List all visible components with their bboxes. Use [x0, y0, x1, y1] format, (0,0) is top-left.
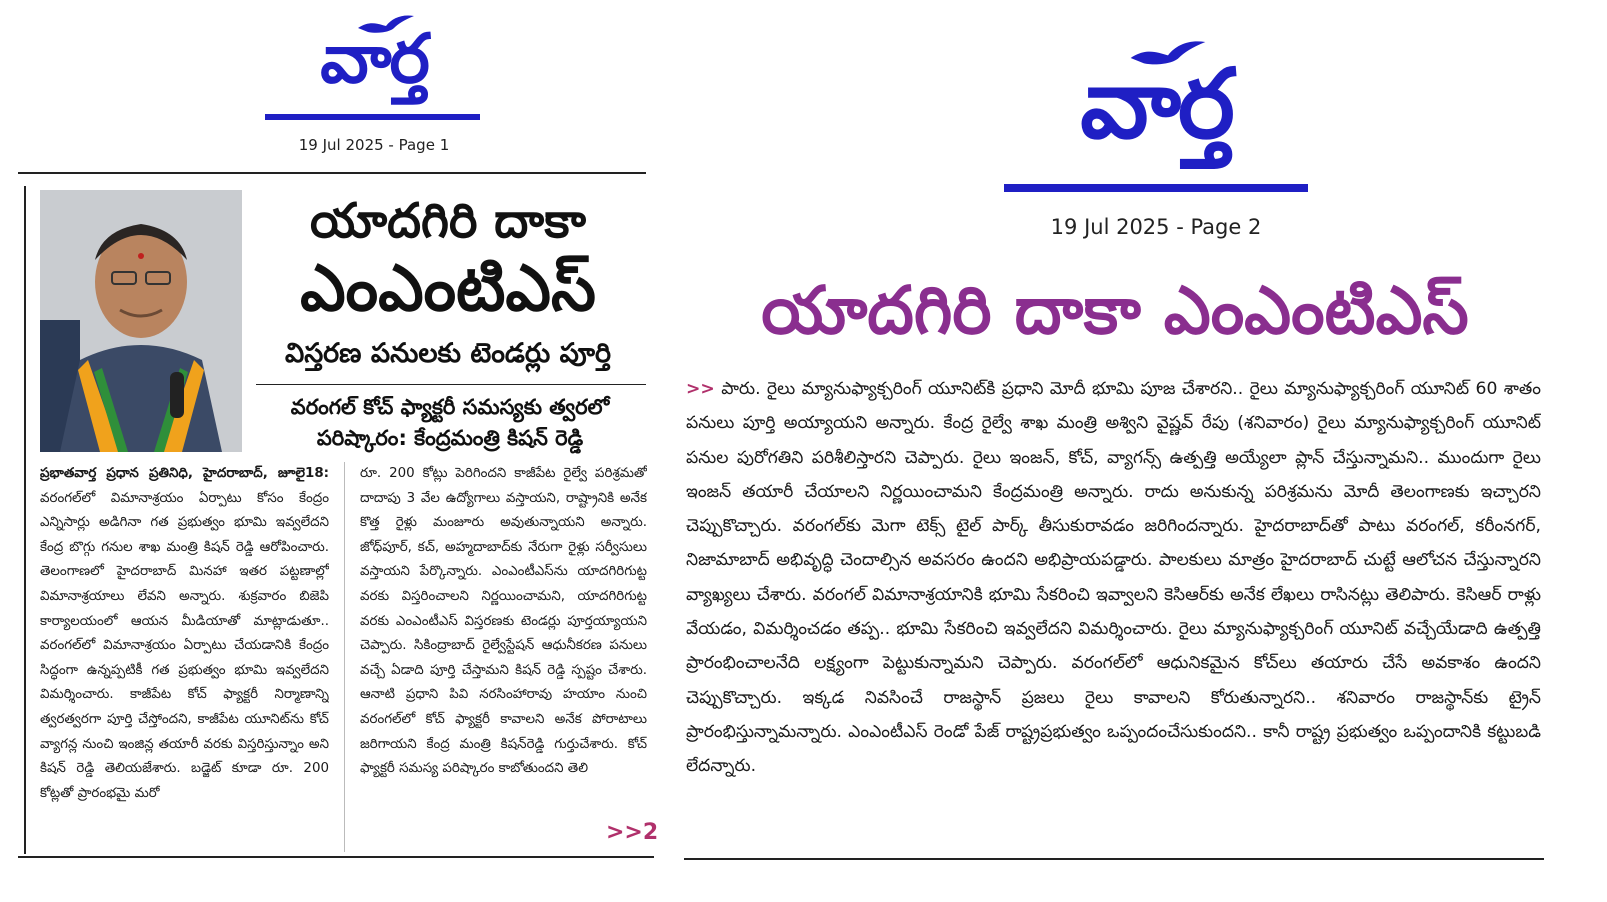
masthead-logo: వార్త: [320, 20, 428, 99]
page1-bottom-rule: [18, 856, 654, 858]
page2-bottom-rule: [684, 858, 1544, 860]
page2-body: [686, 372, 1541, 856]
page1-column-1: [40, 462, 329, 852]
page1-deck: వరంగల్ కోచ్ ఫ్యాక్టరీ సమస్యకు త్వరలో పరిష్కారం: కేంద్రమంత్రి కిషన్ రెడ్డి: [290, 395, 610, 450]
page1-left-rule: [24, 186, 26, 854]
page2-lead-marker: >>: [686, 379, 715, 399]
page1-date: 19 Jul 2025 - Page 1: [298, 136, 450, 154]
masthead-logo: వార్త: [1080, 48, 1232, 160]
page1-top-rule: [18, 172, 646, 174]
page1-column-divider: [344, 462, 345, 852]
continue-to-page2-mark: >>2: [606, 820, 659, 845]
page1-headline-line2: ఎంఎంటిఎస్: [300, 252, 596, 326]
page1-column-2: [360, 462, 647, 852]
page1-headline-line1: యాదగిరి దాకా: [309, 193, 587, 249]
page1-subhead: విస్తరణ పనులకు టెండర్లు పూర్తి: [285, 338, 611, 369]
page1-byline: ప్రభాతవార్త ప్రధాన ప్రతినిధి, హైదరాబాద్, జూలై18:: [40, 466, 329, 481]
page2-date: 19 Jul 2025 - Page 2: [1050, 215, 1262, 239]
page2-body-text: పారు. రైలు మ్యానుఫ్యాక్చరింగ్ యూనిట్‌కి ప్రధాని మోదీ భూమి పూజ చేశారని.. రైలు మ్యానుఫ్యాక్చరింగ్ యూనిట్ 60 శాతం పనులు పూర్తి అయ్యాయని అన్నారు. కేంద్ర రైల్వే శాఖ మంత్రి అశ్విని వైష్ణవ్ రేపు (శనివారం) రైలు మ్యానుఫ్యాక్చరింగ్ యూనిట్ పనుల పురోగతిని పరిశీలిస్తారని చెప్పారు. రైలు ఇంజన్, కోచ్, వ్యాగన్స్ ఉత్పత్తి అయ్యేలా ప్లాన్ చేస్తున్నామని.. ముందుగా రైలు ఇంజన్ తయారీ చేయాలని నిర్ణయించామని కేంద్రమంత్రి అన్నారు. రాదు అనుకున్న పరిశ్రమను మోదీ తెలంగాణకు ఇచ్చారని చెప్పుకొచ్చారు. వరంగల్‌కు మెగా టెక్స్ టైల్ పార్క్ తీసుకురావడం జరిగిందన్నారు. హైదరాబాద్‌తో పాటు వరంగల్, కరీంనగర్, నిజామాబాద్ అభివృద్ధి చెందాల్సిన అవసరం ఉందని అభిప్రాయపడ్డారు. పాలకులు మాత్రం హైదరాబాద్ చుట్టే ఆలోచన చేస్తున్నారని వ్యాఖ్యలు చేశారు. వరంగల్ విమానాశ్రయానికి భూమి సేకరించి ఇవ్వాలని కెసిఆర్‌కు అనేక లేఖలు రాసినట్లు తెలిపారు. కెసిఆర్ రాళ్లు వేయడం, విమర్శించడం తప్ప.. భూమి సేకరించి ఇవ్వలేదని విమర్శించారు. రైలు మ్యానుఫ్యాక్చరింగ్ యూనిట్ వచ్చేయేడాది ఉత్పత్తి ప్రారంభించాలనేది లక్ష్యంగా పెట్టుకున్నామని చెప్పారు. వరంగల్‌లో ఆధునికమైన కోచ్‌లు తయారు చేసే అవకాశం ఉందని చెప్పుకొచ్చారు. ఇక్కడ నివసించే రాజస్థాన్ ప్రజలు రైలు కావాలని కోరుతున్నారని.. శనివారం రాజస్థాన్‌కు ట్రైన్ ప్రారంభిస్తున్నామన్నారు. ఎంఎంటీఎస్ రెండో పేజ్ రాష్ట్రప్రభుత్వం ఒప్పందంచేసుకుందని.. కానీ రాష్ట్ర ప్రభుత్వం ఒప్పందానికి కట్టుబడి లేదన్నారు.: [686, 379, 1541, 777]
page1-col2-text: రూ. 200 కోట్లు పెరిగిందని కాజీపేట రైల్వే పరిశ్రమతో దాదాపు 3 వేల ఉద్యోగాలు వస్తాయని, రాష్ట్రానికి అనేక కొత్త రైళ్లు మంజూరు అవుతున్నాయని అన్నారు. జోధ్‌పూర్, కచ్, అహ్మదాబాద్‌కు నేరుగా రైళ్లు సర్వీసులు వస్తాయని పేర్కొన్నారు. ఎంఎంటీఎస్‌ను యాదగిరిగుట్ట వరకు విస్తరించాలని నిర్ణయించామని, యాదగిరిగుట్ట వరకు ఎంఎంటీఎస్ విస్తరణకు టెండర్లు పూర్తయ్యాయని చెప్పారు. సికింద్రాబాద్ రైల్వేస్టేషన్ ఆధునీకరణ పనులు వచ్చే ఏడాది పూర్తి చేస్తామని కిషన్ రెడ్డి స్పష్టం చేశారు. ఆనాటి ప్రధాని పివి నరసింహారావు హయాం నుంచి వరంగల్‌లో కోచ్ ఫ్యాక్టరీ కావాలని అనేక పోరాటాలు జరిగాయని కేంద్ర మంత్రి కిషన్‌రెడ్డి గుర్తుచేశారు. కోచ్ ఫ్యాక్టరీ సమస్య పరిష్కారం కాబోతుందని తెలి: [360, 466, 647, 777]
minister-photo: [40, 190, 242, 452]
page1-subhead-rule: [256, 384, 646, 385]
page2-headline: యాదగిరి దాకా ఎంఎంటిఎస్: [761, 272, 1469, 349]
masthead-underline: [1004, 184, 1308, 192]
masthead-underline: [265, 114, 480, 120]
page1-col1-text: వరంగల్‌లో విమానాశ్రయం ఏర్పాటు కోసం కేంద్రం ఎన్నిసార్లు అడిగినా గత ప్రభుత్వం భూమి ఇవ్వలేదని కేంద్ర బొగ్గు గనుల శాఖ మంత్రి కిషన్ రెడ్డి ఆరోపించారు. తెలంగాణలో హైదరాబాద్ మినహా ఇతర పట్టణాల్లో విమానాశ్రయాలు లేవని అన్నారు. శుక్రవారం బిజెపి కార్యాలయంలో ఆయన మీడియాతో మాట్లాడుతూ.. వరంగల్‌లో విమానాశ్రయం ఏర్పాటు చేయడానికి కేంద్రం సిద్ధంగా ఉన్నప్పటికీ గత ప్రభుత్వం భూమి ఇవ్వలేదని విమర్శించారు. కాజీపేట కోచ్ ఫ్యాక్టరీ నిర్మాణాన్ని త్వరత్వరగా పూర్తి చేస్తోందని, కాజీపేట యూనిట్‌ను కోచ్ వ్యాగన్ల నుంచి ఇంజిన్ల తయారీ వరకు విస్తరిస్తున్నాం అని కిషన్ రెడ్డి తెలియజేశారు. బడ్జెట్ కూడా రూ. 200 కోట్లతో ప్రారంభమై మరో: [40, 490, 329, 801]
